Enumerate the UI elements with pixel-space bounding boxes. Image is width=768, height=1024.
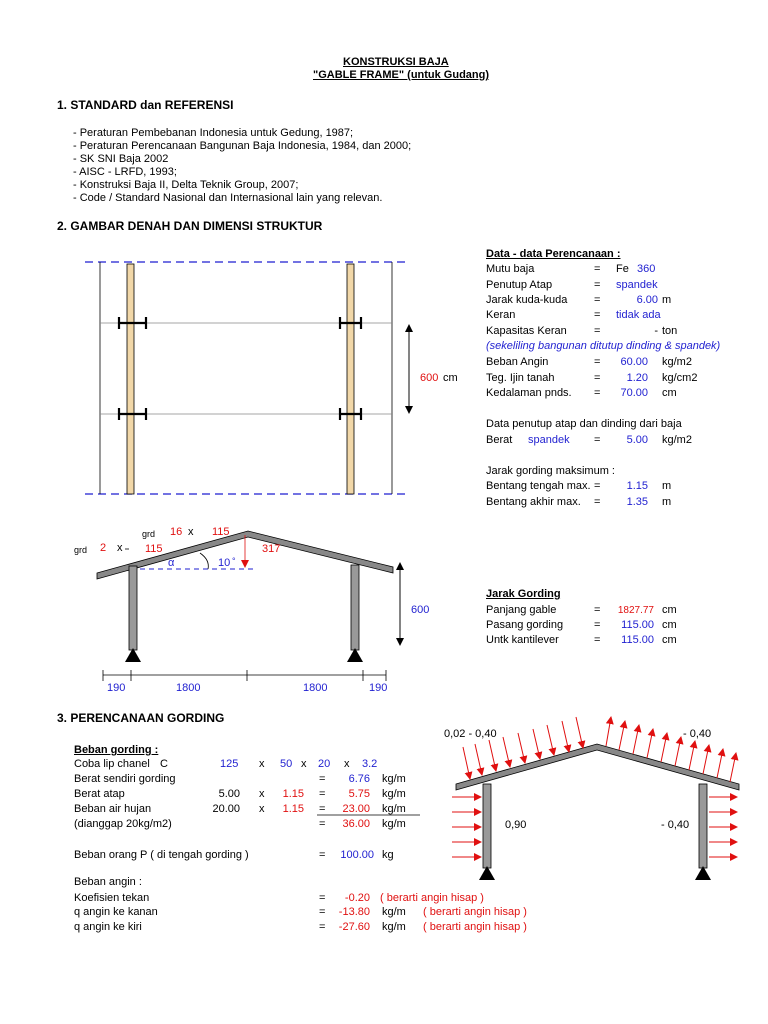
- reference-item: - Konstruksi Baja II, Delta Teknik Group, 2007;: [73, 179, 299, 191]
- tanah-label: Teg. Ijin tanah: [486, 372, 555, 384]
- frame-grd-label: grd: [142, 529, 156, 539]
- wind-coef-right-wall: - 0,40: [661, 819, 690, 831]
- frame-grd-spacing: 115: [145, 543, 163, 555]
- plan-view: [85, 262, 409, 494]
- angin-kanan-note: ( berarti angin hisap ): [423, 906, 527, 918]
- panjang-gable-value: 1827.77: [617, 605, 654, 616]
- berat-atap-b: 1.15: [282, 788, 304, 800]
- air-hujan-b: 1.15: [282, 803, 304, 815]
- frame-height: 600: [411, 604, 430, 616]
- eq-sign: =: [594, 496, 601, 508]
- air-hujan-unit: kg/m: [382, 803, 406, 815]
- eq-sign: =: [594, 619, 601, 631]
- frame-grd-label: grd: [74, 545, 88, 555]
- frame-rise: 317: [262, 543, 281, 555]
- eq-sign: =: [594, 325, 601, 337]
- beban-orang-value: 100.00: [340, 849, 374, 861]
- frame-grd-count: 2: [100, 542, 107, 554]
- reference-item: - Code / Standard Nasional dan Internasional lain yang relevan.: [73, 192, 383, 204]
- eq-sign: =: [594, 309, 601, 321]
- air-hujan-x: x: [259, 803, 265, 815]
- eq-sign: =: [319, 906, 326, 918]
- akhir-label: Bentang akhir max.: [486, 496, 581, 508]
- total-load-value: 36.00: [342, 818, 370, 830]
- berat-label: Berat: [486, 434, 513, 446]
- angin-unit: kg/m2: [662, 356, 692, 368]
- enclosure-note: (sekeliling bangunan ditutup dinding & spandek): [486, 340, 721, 352]
- eq-sign: =: [594, 372, 601, 384]
- dim-4: 190: [369, 682, 388, 694]
- reference-item: - Peraturan Pembebanan Indonesia untuk Gedung, 1987;: [73, 127, 354, 139]
- beban-orang-unit: kg: [382, 849, 394, 861]
- angin-kanan-label: q angin ke kanan: [74, 906, 158, 918]
- frame-x: x: [188, 526, 194, 538]
- eq-sign: =: [594, 387, 601, 399]
- dim-3: 1800: [303, 682, 328, 694]
- berat-sendiri-value: 6.76: [348, 773, 370, 785]
- jarak-label: Jarak kuda-kuda: [486, 294, 568, 306]
- kantilever-label: Untk kantilever: [486, 634, 559, 646]
- tengah-value: 1.15: [626, 480, 648, 492]
- eq-sign: =: [594, 279, 601, 291]
- berat-atap-label: Berat atap: [74, 788, 125, 800]
- panjang-gable-label: Panjang gable: [486, 604, 557, 616]
- panjang-gable-unit: cm: [662, 604, 677, 616]
- frame-grd-count: 16: [170, 526, 183, 538]
- kapasitas-label: Kapasitas Keran: [486, 325, 567, 337]
- wind-coef-left-roof: 0,02 - 0,40: [444, 728, 497, 740]
- air-hujan-value: 23.00: [342, 803, 370, 815]
- berat-sendiri-unit: kg/m: [382, 773, 406, 785]
- eq-sign: =: [319, 803, 326, 815]
- kantilever-value: 115.00: [621, 634, 654, 646]
- section-1-heading: 1. STANDARD dan REFERENSI: [57, 98, 234, 112]
- frame-degree: °: [232, 556, 236, 566]
- angin-kiri-unit: kg/m: [382, 921, 406, 933]
- beban-orang-label: Beban orang P ( di tengah gording ): [74, 849, 249, 861]
- wind-load-diagram: [452, 717, 739, 880]
- berat-unit: kg/m2: [662, 434, 692, 446]
- plan-dimension-unit: cm: [443, 372, 458, 384]
- koefisien-note: ( berarti angin hisap ): [380, 892, 484, 904]
- akhir-value: 1.35: [626, 496, 648, 508]
- eq-sign: =: [594, 294, 601, 306]
- berat-atap-a: 5.00: [218, 788, 240, 800]
- atap-label: Penutup Atap: [486, 279, 553, 291]
- keran-label: Keran: [486, 309, 516, 321]
- angin-kanan-value: -13.80: [338, 906, 370, 918]
- eq-sign: =: [594, 434, 601, 446]
- page-subtitle: "GABLE FRAME" (untuk Gudang): [313, 69, 490, 81]
- reference-item: - AISC - LRFD, 1993;: [73, 166, 177, 178]
- angin-value: 60.00: [620, 356, 648, 368]
- air-hujan-label: Beban air hujan: [74, 803, 152, 815]
- wind-coef-left-wall: 0,90: [505, 819, 527, 831]
- berat-atap-x: x: [259, 788, 265, 800]
- angin-label: Beban Angin: [486, 356, 549, 368]
- pondasi-value: 70.00: [620, 387, 648, 399]
- tanah-value: 1.20: [626, 372, 648, 384]
- jarak-gording-title: Jarak Gording: [486, 588, 561, 600]
- tanah-unit: kg/cm2: [662, 372, 698, 384]
- dianggap-label: (dianggap 20kg/m2): [74, 818, 172, 830]
- plan-dimension-value: 600: [420, 372, 439, 384]
- koefisien-label: Koefisien tekan: [74, 892, 150, 904]
- mutu-label: Mutu baja: [486, 263, 535, 275]
- berat-atap-value: 5.75: [348, 788, 370, 800]
- data-title: Data - data Perencanaan :: [486, 248, 621, 260]
- eq-sign: =: [594, 480, 601, 492]
- kantilever-unit: cm: [662, 634, 677, 646]
- coba-dim-4: 3.2: [362, 758, 378, 770]
- frame-angle: 10: [218, 557, 231, 569]
- frame-alpha: α: [168, 557, 175, 569]
- coba-x: x: [259, 758, 265, 770]
- coba-label: Coba lip chanel: [74, 758, 150, 770]
- eq-sign: =: [594, 356, 601, 368]
- coba-x: x: [301, 758, 307, 770]
- eq-sign: =: [319, 892, 326, 904]
- coba-dim-2: 50: [280, 758, 293, 770]
- section-3-heading: 3. PERENCANAAN GORDING: [57, 711, 225, 725]
- pasang-gording-unit: cm: [662, 619, 677, 631]
- berat-material: spandek: [528, 434, 570, 446]
- jarak-unit: m: [662, 294, 672, 306]
- berat-sendiri-label: Berat sendiri gording: [74, 773, 176, 785]
- eq-sign: =: [319, 788, 326, 800]
- mutu-value: 360: [637, 263, 656, 275]
- mutu-fe: Fe: [616, 263, 629, 275]
- frame-grd-spacing: 115: [212, 526, 230, 538]
- angin-kiri-note: ( berarti angin hisap ): [423, 921, 527, 933]
- gording-max-title: Jarak gording maksimum :: [486, 465, 615, 477]
- akhir-unit: m: [662, 496, 672, 508]
- eq-sign: =: [319, 849, 326, 861]
- berat-value: 5.00: [626, 434, 648, 446]
- coba-x: x: [344, 758, 350, 770]
- atap-value: spandek: [616, 279, 658, 291]
- eq-sign: =: [594, 604, 601, 616]
- tengah-unit: m: [662, 480, 672, 492]
- pasang-gording-label: Pasang gording: [486, 619, 564, 631]
- eq-sign: =: [319, 773, 326, 785]
- berat-atap-unit: kg/m: [382, 788, 406, 800]
- frame-elevation: [97, 531, 400, 681]
- dim-2: 1800: [176, 682, 201, 694]
- angin-kiri-label: q angin ke kiri: [74, 921, 142, 933]
- pondasi-label: Kedalaman pnds.: [486, 387, 572, 399]
- coba-c: C: [160, 758, 168, 770]
- reference-item: - Peraturan Perencanaan Bangunan Baja Indonesia, 1984, dan 2000;: [73, 140, 412, 152]
- koefisien-value: -0.20: [344, 892, 370, 904]
- beban-gording-title: Beban gording :: [74, 744, 159, 756]
- page-title: KONSTRUKSI BAJA: [343, 56, 449, 68]
- reference-item: - SK SNI Baja 2002: [73, 153, 169, 165]
- section-2-heading: 2. GAMBAR DENAH DAN DIMENSI STRUKTUR: [57, 219, 323, 233]
- frame-x: x: [117, 542, 123, 554]
- dim-1: 190: [107, 682, 126, 694]
- eq-sign: =: [319, 818, 326, 830]
- pasang-gording-value: 115.00: [621, 619, 654, 631]
- eq-sign: =: [319, 921, 326, 933]
- keran-value: tidak ada: [616, 309, 661, 321]
- wind-coef-right-roof: - 0,40: [683, 728, 712, 740]
- tengah-label: Bentang tengah max.: [486, 480, 591, 492]
- jarak-value: 6.00: [636, 294, 658, 306]
- angin-kiri-value: -27.60: [338, 921, 370, 933]
- coba-dim-1: 125: [220, 758, 239, 770]
- beban-angin-title: Beban angin :: [74, 876, 142, 888]
- pondasi-unit: cm: [662, 387, 677, 399]
- total-load-unit: kg/m: [382, 818, 406, 830]
- eq-sign: =: [594, 634, 601, 646]
- kapasitas-value: -: [654, 325, 658, 337]
- penutup-title: Data penutup atap dan dinding dari baja: [486, 418, 682, 430]
- coba-dim-3: 20: [318, 758, 331, 770]
- angin-kanan-unit: kg/m: [382, 906, 406, 918]
- air-hujan-a: 20.00: [212, 803, 240, 815]
- kapasitas-unit: ton: [662, 325, 678, 337]
- eq-sign: =: [594, 263, 601, 275]
